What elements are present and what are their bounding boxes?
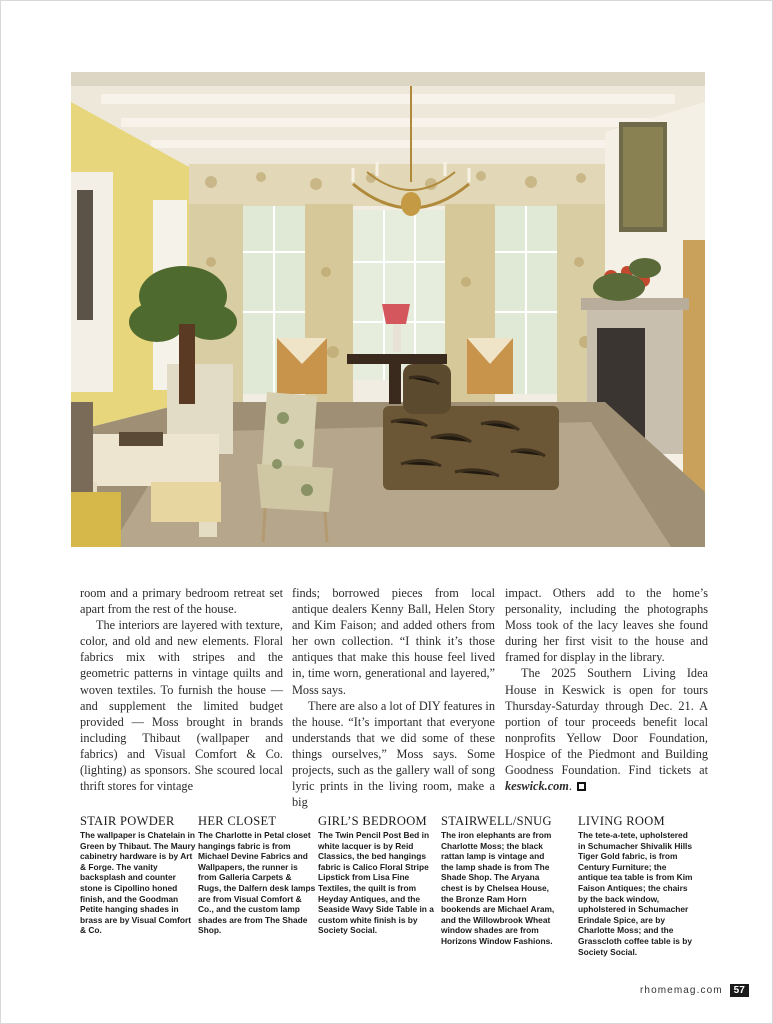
article-text: The 2025 Southern Living Idea House in Keswick is open for tours Thursday-Saturday through Dec. 21. A portion of tour proceeds benefit local nonprofits Yellow Door Foundation, Hospice of the Piedmont and Building Goodness Foundation. Find tickets at <box>505 666 708 778</box>
credit-body: The iron elephants are from Charlotte Moss; the black rattan lamp is vintage and the lamp shade is from The Shade Shop. The Aryana chest is by Chelsea House, the Bronze Ram Horn bookends are Michael Aram, and the Willowbrook Wheat window shades are from Horizons Window Fashions. <box>441 830 555 946</box>
credit-body: The wallpaper is Chatelain in Green by Thibaut. The Maury cabinetry hardware is by Art & Forge. The vanity backsplash and counter stone is Cipollino honed finish, and the Goodman Petite hanging shades in brass are by Visual Comfort & Co. <box>80 830 196 936</box>
credit-living-room <box>578 814 696 957</box>
credit-body: The Twin Pencil Post Bed in white lacquer is by Reid Classics, the bed hangings fabric is Calico Floral Stripe Lipstick from Lisa Fine Textiles, the quilt is from Heyday Antiques, and the Seaside Wavy Side Table in a custom white finish is by Society Social. <box>318 830 434 936</box>
article-column-2 <box>292 585 495 810</box>
article-paragraph: The interiors are layered with texture, color, and old and new elements. Floral fabrics mix with stripes and the geometric patterns in vintage quilts and woven textiles. To furnish the house — and supplement the limited budget provided — Moss brought in brands including Thibaut (wallpaper and fabrics) and Visual Comfort & Co. (lighting) as sponsors. She scoured local thrift stores for vintage <box>80 618 283 794</box>
page-number: 57 <box>730 984 749 997</box>
credit-girls-bedroom <box>318 814 436 936</box>
tickets-link[interactable]: keswick.com <box>505 779 569 794</box>
credit-body: The Charlotte in Petal closet hangings fabric is from Michael Devine Fabrics and Wallpapers, the runner is from Galleria Carpets & Rugs, the Dalfern desk lamps are from Visual Comfort & Co., and the custom lamp shades are from The Shade Shop. <box>198 830 316 936</box>
credit-body: The tete-a-tete, upholstered in Schumacher Shivalik Hills Tiger Gold fabric, is from Century Furniture; the antique tea table is from Kim Faison Antiques; the chairs by the back window, upholstered in Schumacher Erindale Spice, are by Charlotte Moss; and the Grasscloth coffee table is by Society Social. <box>578 830 693 957</box>
credit-stairwell-snug <box>441 814 559 947</box>
living-room-photo <box>71 72 705 547</box>
credit-title: STAIRWELL/SNUG <box>441 814 552 828</box>
credit-title: LIVING ROOM <box>578 814 665 828</box>
credit-her-closet <box>198 814 316 936</box>
credit-title: HER CLOSET <box>198 814 277 828</box>
article-paragraph: finds; borrowed pieces from local antique dealers Kenny Ball, Helen Story and Kim Faison; and added others from her own collection. “I think it’s those antiques that make this house feel lived in, time worn, generational and layered,” Moss says. <box>292 586 495 697</box>
article-paragraph <box>505 665 708 794</box>
article-column-3 <box>505 585 708 794</box>
article-text: . <box>568 779 572 794</box>
site-url[interactable]: rhomemag.com <box>640 984 723 996</box>
article-paragraph: room and a primary bedroom retreat set apart from the rest of the house. <box>80 586 283 617</box>
article-column-1 <box>80 585 283 794</box>
credit-title: GIRL’S BEDROOM <box>318 814 427 828</box>
credit-stair-powder <box>80 814 198 936</box>
end-mark-icon <box>577 782 586 791</box>
article-paragraph: impact. Others add to the home’s personality, including the photographs Moss took of the lacy leaves she found during her first visit to the house and framed for display in the library. <box>505 586 708 665</box>
credit-title: STAIR POWDER <box>80 814 175 828</box>
article-paragraph: There are also a lot of DIY features in the house. “It’s important that everyone understands that we did some of these things ourselves,” Moss says. Some projects, such as the gallery wall of song lyric prints in the living room, make a big <box>292 698 495 810</box>
page-footer <box>640 983 749 997</box>
